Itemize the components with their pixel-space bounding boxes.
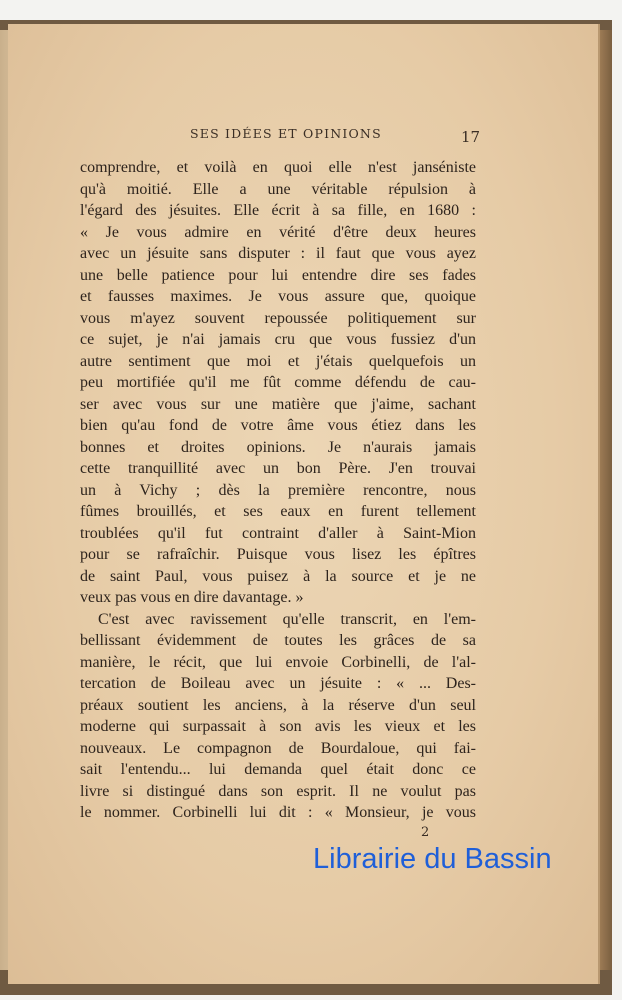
text-line: une belle patience pour lui entendre dire ses fades [80, 266, 476, 284]
page-number: 17 [461, 128, 481, 146]
signature-mark: 2 [421, 825, 430, 840]
text-line: tercation de Boileau avec un jésuite : « ... Des- [80, 675, 476, 692]
text-line: fûmes brouillés, et ses eaux en furent tellement [80, 503, 476, 520]
text-line: qu'à moitié. Elle a une véritable répulsion à [80, 180, 476, 198]
text-line: « Je vous admire en vérité d'être deux heures [80, 223, 476, 241]
text-line: vous m'ayez souvent repoussée politiquement sur [80, 309, 476, 327]
text-line: comprendre, et voilà en quoi elle n'est janséniste [80, 159, 476, 176]
text-line: préaux soutient les anciens, à la réserve d'un seul [80, 696, 476, 714]
text-line: troublées qu'il fut contraint d'aller à Saint-Mion [80, 524, 476, 542]
text-line: ser avec vous sur une matière que j'aime, sachant [80, 395, 476, 413]
body-text [80, 157, 476, 824]
text-line: le nommer. Corbinelli lui dit : « Monsieur, je vous [80, 804, 476, 821]
watermark: Librairie du Bassin [313, 843, 552, 875]
text-line: C'est avec ravissement qu'elle transcrit, en l'em- [98, 610, 476, 628]
text-line: moderne qui surpassait à son avis les vieux et les [80, 718, 476, 735]
text-line: peu mortifiée qu'il me fût comme défendu de cau- [80, 374, 476, 391]
text-line: pour se rafraîchir. Puisque vous lisez les épîtres [80, 546, 476, 563]
page-block-edge [596, 30, 612, 970]
text-line: bellissant évidemment de toutes les grâces de sa [80, 632, 476, 649]
text-line: un à Vichy ; dès la première rencontre, nous [80, 481, 476, 499]
text-line: nouveaux. Le compagnon de Bourdaloue, qui fai- [80, 739, 476, 757]
text-line: l'égard des jésuites. Elle écrit à sa fille, en 1680 : [80, 202, 476, 219]
text-line: bien qu'au fond de votre âme vous étiez dans les [80, 417, 476, 434]
text-line: avec un jésuite sans disputer : il faut que vous ayez [80, 245, 476, 262]
text-line: autre sentiment que moi et j'étais quelquefois un [80, 352, 476, 370]
text-line: cette tranquillité avec un bon Père. J'en trouvai [80, 460, 476, 477]
text-line: de saint Paul, vous puisez à la source et je ne [80, 567, 476, 585]
text-line: et fausses maximes. Je vous assure que, quoique [80, 288, 476, 305]
text-line: bonnes et droites opinions. Je n'aurais jamais [80, 438, 476, 456]
running-title: SES IDÉES ET OPINIONS [190, 126, 382, 141]
text-line: livre si distingué dans son esprit. Il ne voulut pas [80, 782, 476, 800]
text-line: manière, le récit, que lui envoie Corbinelli, de l'al- [80, 653, 476, 671]
text-line: veux pas vous en dire davantage. » [80, 589, 304, 606]
text-line: ce sujet, je n'ai jamais cru que vous fussiez d'un [80, 331, 476, 348]
text-line: sait l'entendu... lui demanda quel était donc ce [80, 761, 476, 778]
